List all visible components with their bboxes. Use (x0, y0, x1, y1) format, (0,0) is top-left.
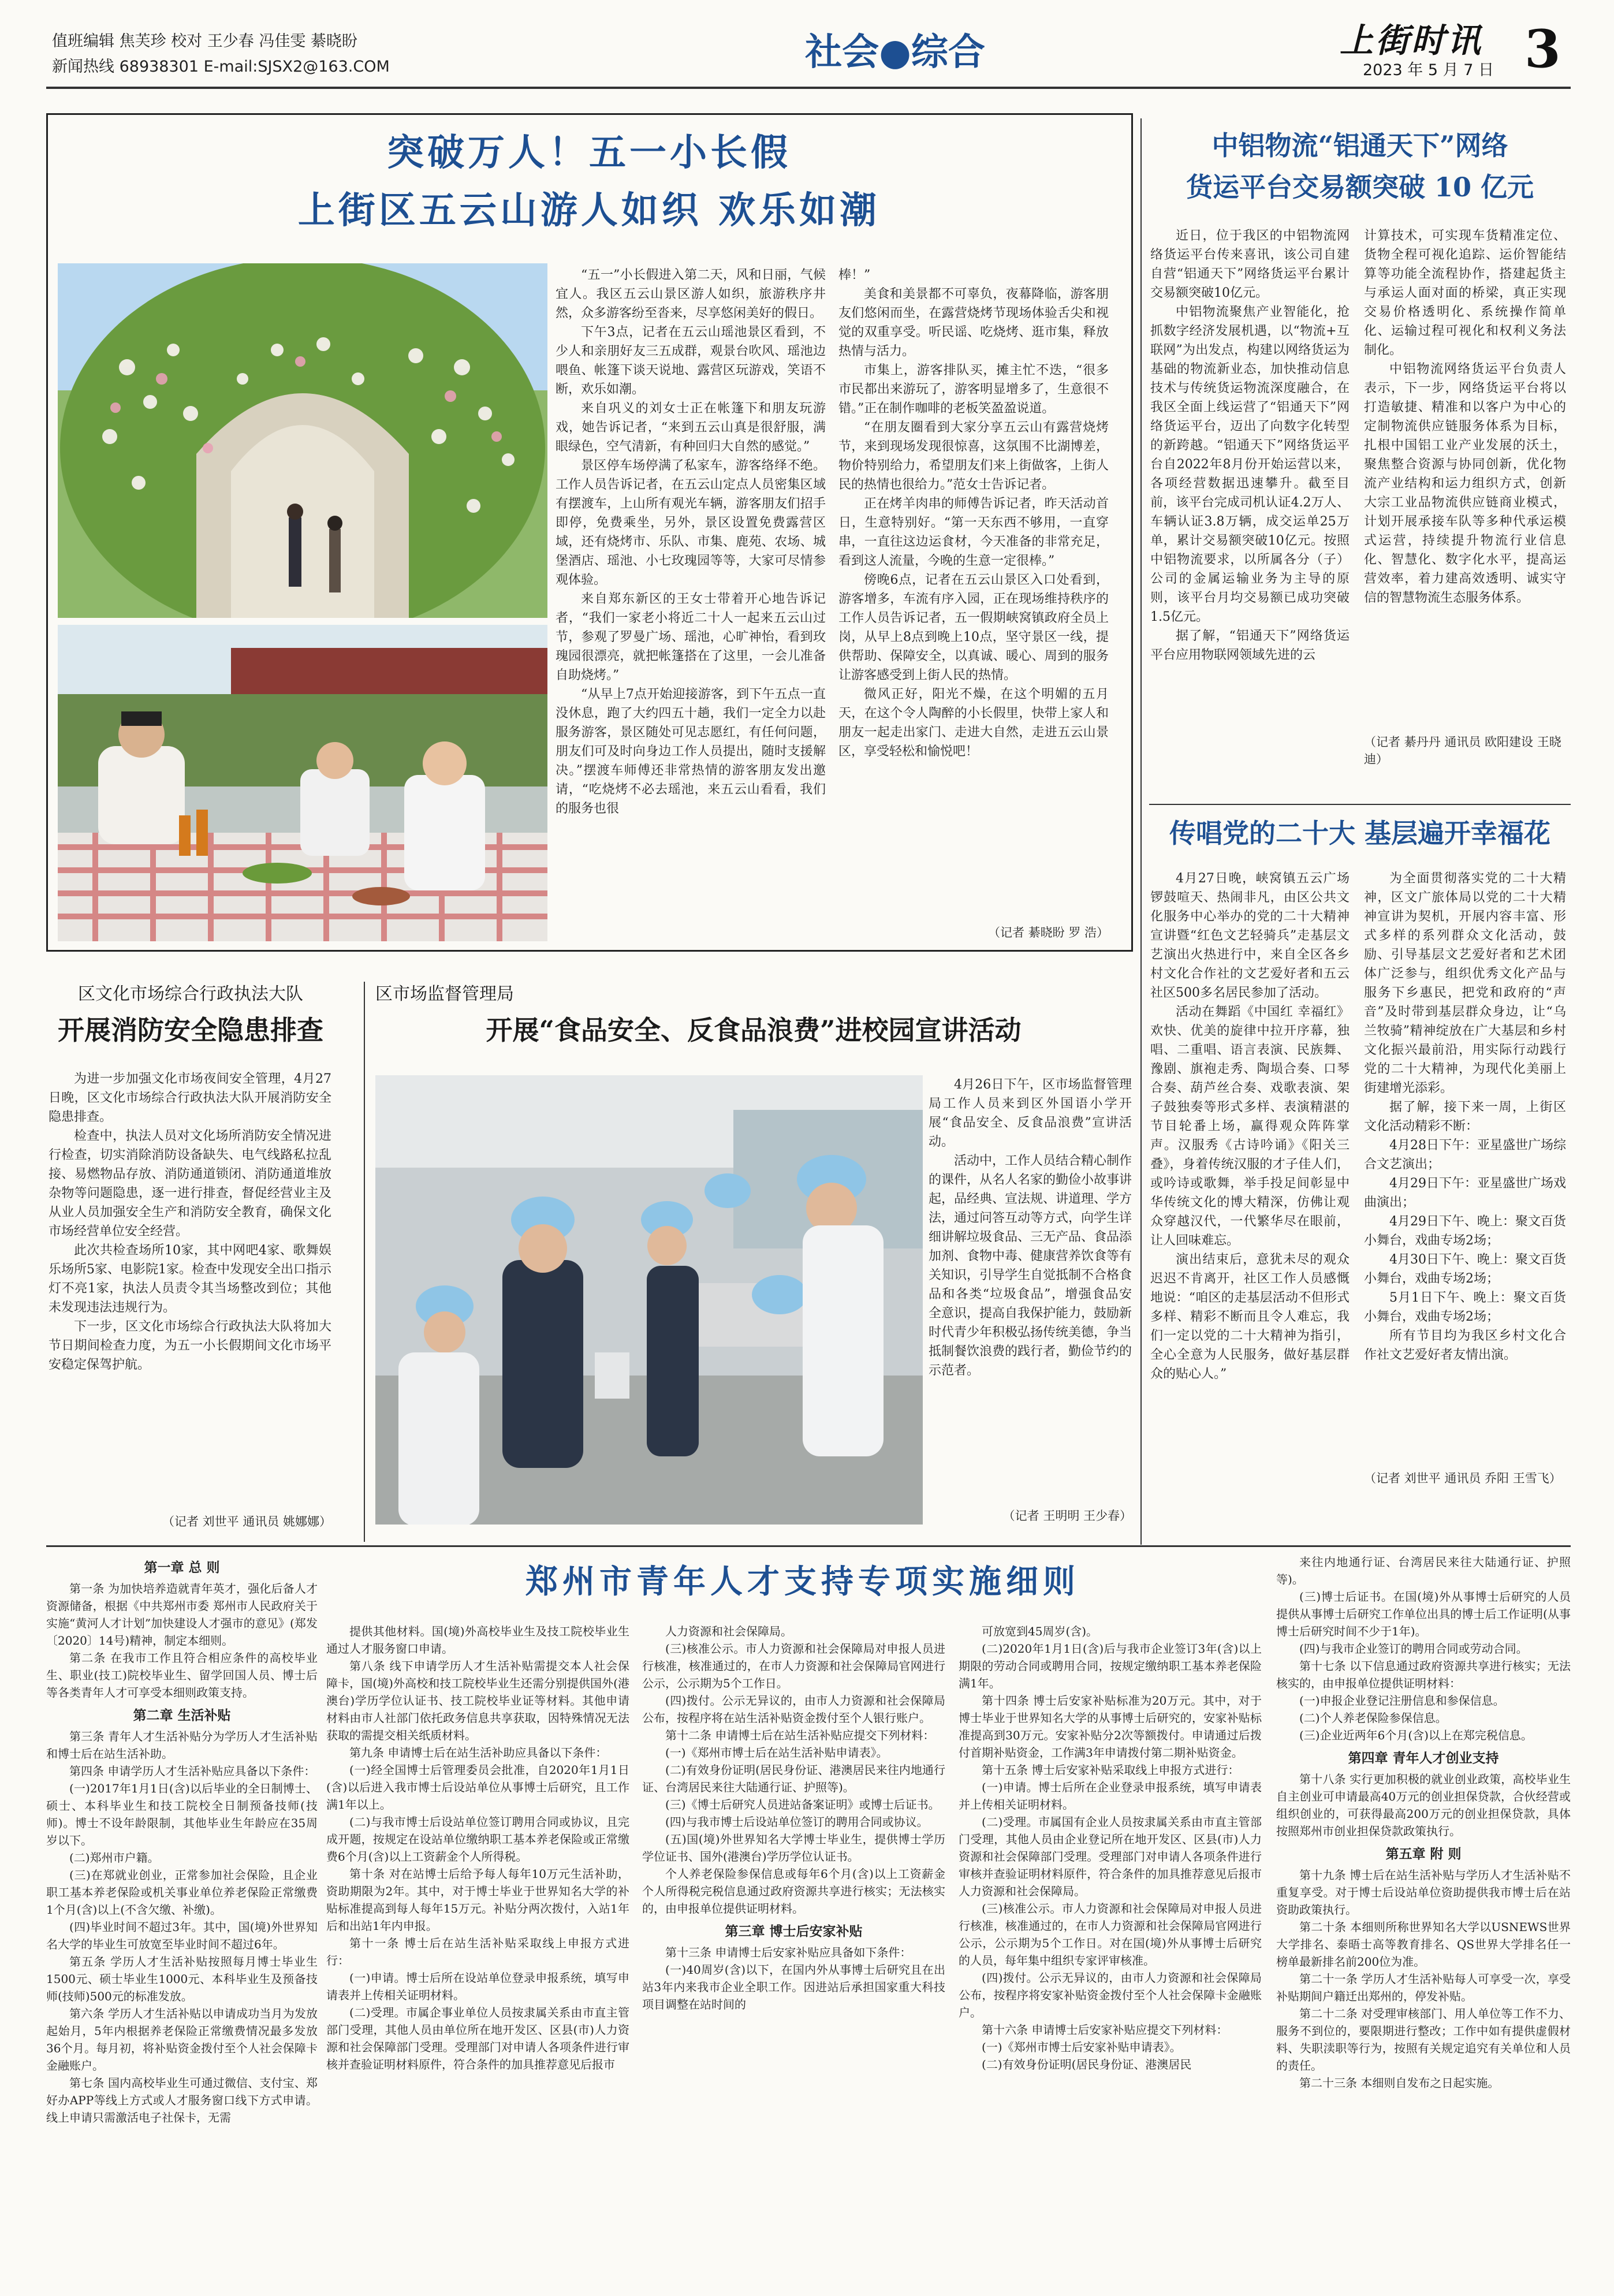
party-title: 传唱党的二十大 基层遍开幸福花 (1169, 818, 1550, 849)
party-text-column-1 (1150, 869, 1350, 1522)
zhengzhou-column-5 (1276, 1553, 1571, 2293)
article-paragraph: (二)受理。市属国有企业人员按隶属关系由市直主管部门受理，其他人员由企业登记所在地开发区、区县(市)人力资源和社会保障部门受理。受理部门对申请人各项条件进行审核并查验证明材料原件，符合条件的加具推荐意见后报市人力资源和社会保障局。 (959, 1815, 1262, 1898)
article-paragraph: (四)拨付。公示无异议的，由市人力资源和社会保障局公布，按程序将在站生活补贴资金拨付至个人银行账户。 (642, 1694, 945, 1725)
party-paragraph: 4月27日晚，峡窝镇五云广场锣鼓喧天、热闹非凡，由区公共文化服务中心举办的党的二十大精神宣讲暨“红色文艺轻骑兵”走基层文艺演出火热进行中，来自全区各乡村文化合作社的文艺爱好者和五云社区500多名居民参加了活动。 (1150, 871, 1350, 1000)
article-paragraph: (一)40周岁(含)以下，在国内外从事博士后研究且在出站3年内来我市企业全职工作。因进站后承担国家重大科技项目调整在站时间的 (642, 1963, 945, 2011)
lead-col2-paragraph: 棒！” (838, 268, 871, 282)
party-paragraph: 为全面贯彻落实党的二十大精神，区文广旅体局以党的二十大精神宣讲为契机，开展内容丰富、形式多样的系列群众文化活动，鼓励、引导基层文艺爱好者和艺术团体广泛参与，组织优秀文化产品与服务下乡惠民，把党和政府的“声音”及时带到基层群众身边，让“乌兰牧骑”精神绽放在广大基层和乡村文化振兴最前沿，用实际行动践行党的二十大精神，为现代化美丽上街建增光添彩。 (1364, 871, 1566, 1095)
article-paragraph: 个人养老保险参保信息或每年6个月(含)以上工资薪金个人所得税完税信息通过政府资源共享进行核实；无法核实的，由申报单位提供证明材料。 (642, 1867, 945, 1915)
section-title: 社会●综合 (805, 31, 985, 74)
chapter-heading: 第三章 博士后安家补贴 (725, 1924, 863, 1939)
school-food-safety-photo (375, 1075, 923, 1525)
lead-title-line1: 突破万人！五一小长假 (387, 131, 791, 174)
lead-col2-paragraph: 微风正好，阳光不燥，在这个明媚的五月天，在这个令人陶醉的小长假里，快带上家人和朋友一起走出家门、走进大自然，走进五云山景区，享受轻松和愉悦吧！ (838, 687, 1109, 759)
lead-col2-paragraph: “在朋友圈看到大家分享五云山有露营烧烤节，来到现场发现很惊喜，这氛围不比湖博差，物价特别给力，希望朋友们来上街做客，上街人民的热情也很给力。”范女士告诉记者。 (838, 420, 1109, 492)
article-paragraph: 第十五条 博士后安家补贴采取线上申报方式进行： (982, 1763, 1240, 1777)
article-paragraph: (一)《郑州市博士后在站生活补贴申请表》。 (665, 1746, 888, 1760)
article-paragraph: (二)与我市博士后设站单位签订聘用合同或协议，且完成开题，按规定在设站单位缴纳职工基本养老保险或正常缴费6个月(含)以上工资薪金个人所得税。 (326, 1815, 629, 1863)
issue-date: 2023 年 5 月 7 日 (1363, 61, 1494, 79)
lead-col1-paragraph: “五一”小长假进入第二天，风和日丽，气候宜人。我区五云山景区游人如织，旅游秩序井然，众多游客纷至沓来，尽享悠闲美好的假日。 (556, 268, 826, 320)
aluminum-paragraph: 计算技术，可实现车货精准定位、货物全程可视化追踪、运价智能结算等功能全流程协作，搭建起货主与承运人面对面的桥梁，真正实现交易价格透明化、系统操作简单化、运输过程可视化和权利义务法制化。 (1364, 229, 1566, 357)
aluminum-paragraph: 中铝物流网络货运平台负责人表示，下一步，网络货运平台将以打造敏捷、精准和以客户为中心的定制物流供应链服务体系为目标，扎根中国铝工业产业发展的沃土，聚焦整合资源与协同创新，优化物流产业结构和运力组织方式，创新大宗工业品物流供应链商业模式，计划开展承接车队等多种代承运模式运营，持续提升物流行业信息化、智慧化、数字化水平，提高运营效率，着力建高效透明、诚实守信的智慧物流生态服务体系。 (1364, 362, 1566, 605)
aluminum-title-line2: 货运平台交易额突破 10 亿元 (1186, 172, 1534, 203)
lead-col1-paragraph: 来自巩义的刘女士正在帐篷下和朋友玩游戏，她告诉记者，“来到五云山真是很舒服，满眼绿色，空气清新，有种回归大自然的感觉。” (556, 401, 826, 454)
article-paragraph: 第一条 为加快培养造就青年英才，强化后备人才资源储备，根据《中共郑州市委 郑州市人民政府关于实施“黄河人才计划”加快建设人才强市的意见》(郑发〔2020〕14号)精神，制定本细则。 (46, 1582, 318, 1648)
party-paragraph: 据了解，接下来一周，上街区文化活动精彩不断： (1364, 1100, 1566, 1134)
culture-paragraph: 为进一步加强文化市场夜间安全管理，4月27日晚，区文化市场综合行政执法大队开展消防安全隐患排查。 (49, 1072, 331, 1124)
article-paragraph: (四)毕业时间不超过3年。其中，国(境)外世界知名大学的毕业生可放宽至毕业时间不超过6年。 (46, 1920, 318, 1951)
chapter-heading: 第五章 附 则 (1385, 1847, 1462, 1862)
lead-byline: （记者 綦晓盼 罗 浩） (987, 926, 1109, 940)
article-paragraph: (一)经全国博士后管理委员会批准，自2020年1月1日(含)以后进入我市博士后设站单位从事博士后研究，且工作满1年以上。 (326, 1763, 629, 1812)
article-paragraph: 第十一条 博士后在站生活补贴采取线上申报方式进行： (326, 1936, 629, 1967)
article-paragraph: (二)个人养老保险参保信息。 (1299, 1711, 1447, 1725)
article-paragraph: 第五条 学历人才生活补贴按照每月博士毕业生1500元、硕士毕业生1000元、本科毕业生及预备技师(技师)500元的标准发放。 (46, 1955, 318, 2003)
article-paragraph: (四)与我市企业签订的聘用合同或劳动合同。 (1299, 1642, 1528, 1656)
article-paragraph: 第十条 对在站博士后给予每人每年10万元生活补助，资助期限为2年。其中，对于博士毕业于世界知名大学的补贴标准提高到每人每年15万元。补贴分两次拨付，入站1年后和出站1年内申报。 (326, 1867, 629, 1933)
article-paragraph: 人力资源和社会保障局。 (665, 1624, 792, 1638)
lead-title-line2: 上街区五云山游人如织 欢乐如潮 (297, 189, 881, 232)
column-divider (1140, 118, 1142, 1545)
aluminum-paragraph: 近日，位于我区的中铝物流网络货运平台传来喜讯，该公司自建自营“铝通天下”网络货运平台累计交易额突破10亿元。 (1150, 229, 1350, 300)
article-paragraph: 第十六条 申请博士后安家补贴应提交下列材料： (982, 2023, 1228, 2037)
zhengzhou-column-1 (46, 1553, 318, 2293)
food-paragraph: 活动中，工作人员结合精心制作的课件，从名人名家的勤俭小故事讲起，品经典、宣法规、讲道理、学方法，通过问答互动等方式，向学生详细讲解垃圾食品、三无产品、食品添加剂、食物中毒、健康营养饮食等有关知识，引导学生自觉抵制不合格食品和各类“垃圾食品”，增强食品安全意识，提高自我保护能力，鼓励新时代青少年积极弘扬传统美德，争当抵制餐饮浪费的践行者，勤俭节约的示范者。 (929, 1154, 1132, 1378)
article-paragraph: 可放宽到45周岁(含)。 (982, 1624, 1098, 1638)
lead-col2-paragraph: 傍晚6点，记者在五云山景区入口处看到，游客增多，车流有序入园，正在现场维持秩序的工作人员告诉记者，五一假期峡窝镇政府全员上岗，从早上8点到晚上10点，坚守景区一线，提供帮助、保障安全，以真诚、暖心、周到的服务让游客感受到上街人民的热情。 (838, 573, 1109, 683)
zhengzhou-title: 郑州市青年人才支持专项实施细则 (525, 1563, 1080, 1601)
article-paragraph: 第三条 青年人才生活补贴分为学历人才生活补贴和博士后在站生活补助。 (46, 1730, 318, 1761)
culture-byline: （记者 刘世平 通讯员 姚娜娜） (162, 1515, 331, 1529)
chapter-heading: 第二章 生活补贴 (133, 1708, 231, 1723)
party-paragraph: 4月29日下午、晚上：聚文百货小舞台，戏曲专场2场； (1364, 1214, 1566, 1248)
food-paragraph: 4月26日下午，区市场监督管理局工作人员来到区外国语小学开展“食品安全、反食品浪费”宣讲活动。 (929, 1078, 1132, 1149)
lead-text-column-1 (556, 266, 826, 924)
food-text (929, 1075, 1132, 1491)
page-number: 3 (1524, 18, 1561, 80)
article-paragraph: (三)博士后证书。在国(境)外从事博士后研究的人员提供从事博士后研究工作单位出具的博士后工作证明(从事博士后研究时间不少于1年)。 (1276, 1590, 1571, 1638)
lead-text-column-2 (838, 266, 1109, 924)
article-paragraph: (三)核准公示。市人力资源和社会保障局对申报人员进行核准，核准通过的，在市人力资源和社会保障局官网进行公示，公示期为5个工作日。 (642, 1642, 945, 1690)
article-paragraph: (一)申请。博士后所在企业登录申报系统，填写申请表并上传相关证明材料。 (959, 1780, 1262, 1812)
article-paragraph: (三)企业近两年6个月(含)以上在郑完税信息。 (1299, 1728, 1533, 1742)
article-paragraph: 第十三条 申请博士后安家补贴应具备如下条件： (665, 1945, 912, 1959)
column-divider (364, 982, 365, 1542)
article-paragraph: (二)有效身份证明(居民身份证、港澳居民来往内地通行证、台湾居民来往大陆通行证、护照等)。 (642, 1763, 945, 1794)
aluminum-text-column-1 (1150, 226, 1350, 798)
family-picnic-photo (58, 625, 547, 941)
staff-line: 值班编辑 焦芙珍 校对 王少春 冯佳雯 綦晓盼 (52, 32, 357, 50)
article-paragraph: (一)申报企业登记注册信息和参保信息。 (1299, 1694, 1505, 1708)
aluminum-byline: （记者 綦丹丹 通讯员 欧阳建设 王晓迪） (1364, 735, 1561, 766)
news-hotline: 新闻热线 68938301 E-mail:SJSX2@163.COM (52, 58, 390, 76)
culture-title: 开展消防安全隐患排查 (58, 1015, 323, 1046)
article-paragraph: 第九条 申请博士后在站生活补助应具备以下条件： (349, 1746, 607, 1760)
lead-col1-paragraph: “从早上7点开始迎接游客，到下午五点一直没休息，跑了大约四五十趟，我们一定全力以赴服务游客，景区随处可见志愿红，有任何问题，朋友们可及时向身边工作人员提出，随时支援解决。”摆渡车师傅还非常热情的游客朋友发出邀请，“吃烧烤不必去瑶池，来五云山看看，我们的服务也很 (556, 687, 826, 816)
rose-arch-photo (58, 263, 547, 618)
lead-col2-paragraph: 市集上，游客排队买，摊主忙不迭，“很多市民都出来游玩了，游客明显增多了，生意很不错。”正在制作咖啡的老板笑盈盈说道。 (838, 363, 1109, 416)
article-paragraph: (一)申请。博士后所在设站单位登录申报系统，填写申请表并上传相关证明材料。 (326, 1971, 629, 2002)
paper-masthead: 上街时讯 (1340, 21, 1483, 60)
article-paragraph: (三)核准公示。市人力资源和社会保障局对申报人员进行核准，核准通过的，在市人力资源和社会保障局官网进行公示，公示期为5个工作日。对在国(境)外从事博士后研究的人员，每年集中组织专家评审核准。 (959, 1902, 1262, 1967)
article-paragraph: (三)在郑就业创业，正常参加社会保险，且企业职工基本养老保险或机关事业单位养老保险正常缴费1个月(含)以上(不含欠缴、补缴)。 (46, 1868, 318, 1917)
lead-col1-paragraph: 下午3点，记者在五云山瑶池景区看到，不少人和亲朋好友三五成群，观景台吹风、瑶池边喂鱼、帐篷下谈天说地、露营区玩游戏，笑语不断，欢乐如潮。 (556, 325, 826, 397)
article-paragraph: (四)拨付。公示无异议的，由市人力资源和社会保障局公布，按程序将安家补贴资金拨付至个人社会保障卡金融账户。 (959, 1971, 1262, 2019)
article-paragraph: 第二十条 本细则所称世界知名大学以USNEWS世界大学排名、泰晤士高等教育排名、QS世界大学排名任一榜单最新排名前200位为准。 (1276, 1920, 1571, 1969)
aluminum-paragraph: 中铝物流聚焦产业智能化，抢抓数字经济发展机遇，以“物流+互联网”为出发点，构建以网络货运为基础的物流新业态，加快推动信息技术与传统货运物流深度融合，在我区全面上线运营了“铝通天下”网络货运平台，迈出了向数字化转型的新跨越。“铝通天下”网络货运平台自2022年8月份开始运营以来，各项经营数据迅速攀升。截至目前，该平台完成司机认证4.2万人、车辆认证3.8万辆，成交运单25万单，累计交易额突破10亿元。按照中铝物流要求，以所属各分（子）公司的金属运输业务为主导的原则，该平台月均交易额已成功突破1.5亿元。 (1150, 305, 1350, 624)
article-paragraph: (二)有效身份证明(居民身份证、港澳居民 (982, 2058, 1192, 2071)
party-paragraph: 4月29日下午：亚星盛世广场戏曲演出； (1364, 1176, 1566, 1210)
article-paragraph: (一)2017年1月1日(含)以后毕业的全日制博士、硕士、本科毕业生和技工院校全日制预备技师(技师)。博士不设年龄限制，其他毕业生年龄应在35周岁以下。 (46, 1781, 318, 1847)
culture-kicker: 区文化市场综合行政执法大队 (78, 984, 303, 1004)
article-paragraph: 第十四条 博士后安家补贴标准为20万元。其中，对于博士毕业于世界知名大学的从事博士后研究的，安家补贴标准提高到30万元。安家补贴分2次等额拨付。申请通过后拨付首期补贴资金，工作满3年申请拨付第二期补贴资金。 (959, 1694, 1262, 1760)
culture-paragraph: 检查中，执法人员对文化场所消防安全情况进行检查，切实消除消防设备缺失、电气线路私拉乱接、易燃物品存放、消防通道锁闭、消防通道堆放杂物等问题隐患，逐一进行排查，督促经营业主及从业人员加强安全生产和消防安全教育，确保文化市场经营单位安全经营。 (49, 1129, 331, 1239)
aluminum-title-line1: 中铝物流“铝通天下”网络 (1212, 130, 1508, 161)
food-title: 开展“食品安全、反食品浪费”进校园宣讲活动 (486, 1015, 1022, 1046)
article-paragraph: 第十二条 申请博士后在站生活补贴应提交下列材料： (665, 1728, 935, 1742)
party-byline: （记者 刘世平 通讯员 乔阳 王雪飞） (1364, 1471, 1561, 1485)
aluminum-text-column-2 (1364, 226, 1566, 729)
chapter-heading: 第一章 总 则 (144, 1560, 220, 1575)
chapter-heading: 第四章 青年人才创业支持 (1348, 1751, 1499, 1766)
culture-paragraph: 下一步，区文化市场综合行政执法大队将加大节日期间检查力度，为五一小长假期间文化市场平安稳定保驾护航。 (49, 1320, 331, 1372)
header-rule (46, 87, 1571, 89)
party-paragraph: 4月28日下午：亚星盛世广场综合文艺演出； (1364, 1138, 1566, 1172)
food-byline: （记者 王明明 王少春） (1002, 1509, 1132, 1523)
article-paragraph: 第二十三条 本细则自发布之日起实施。 (1299, 2076, 1500, 2090)
lead-col1-paragraph: 景区停车场停满了私家车，游客络绎不绝。工作人员告诉记者，在五云山定点人员密集区域有摆渡车，上山所有观光车辆，游客朋友们招手即停，免费乘坐，另外，景区设置免费露营区域，还有烧烤市、乐队、市集、鹿苑、农场、城堡酒店、瑶池、小七玫瑰园等等，大家可尽情参观体验。 (556, 459, 826, 587)
article-paragraph: 第二条 在我市工作且符合相应条件的高校毕业生、职业(技工)院校毕业生、留学回国人员、博士后等各类青年人才可享受本细则政策支持。 (46, 1651, 318, 1699)
party-paragraph: 活动在舞蹈《中国红 幸福红》欢快、优美的旋律中拉开序幕，独唱、二重唱、语言表演、民族舞、豫剧、旗袍走秀、陶埙合奏、口琴合奏、葫芦丝合奏、戏歌表演、架子鼓独奏等形式多样、表演精湛的节目轮番上场，赢得观众阵阵掌声。汉服秀《古诗吟诵》《阳关三叠》，身着传统汉服的才子佳人们，或吟诗或歌舞，举手投足间彰显中华传统文化的博大精深，仿佛让观众穿越汉代，一代繁华尽在眼前，让人回味难忘。 (1150, 1005, 1350, 1248)
lead-col2-paragraph: 正在烤羊肉串的师傅告诉记者，昨天活动首日，生意特别好。“第一天东西不够用，一直穿串，一直往这边运食材，今天准备的非常充足，看到这人流量，今晚的生意一定很棒。” (838, 497, 1109, 568)
article-paragraph: 第十九条 博士后在站生活补贴与学历人才生活补贴不重复享受。对于博士后设站单位资助提供我市博士后在站资助政策执行。 (1276, 1868, 1571, 1917)
article-paragraph: (五)国(境)外世界知名大学博士毕业生，提供博士学历学位证书、国外(港澳台)学历学位认证书。 (642, 1832, 945, 1863)
aluminum-divider (1149, 804, 1571, 805)
article-paragraph: (二)2020年1月1日(含)后与我市企业签订3年(含)以上期限的劳动合同或聘用合同，按规定缴纳职工基本养老保险满1年。 (959, 1642, 1262, 1690)
lead-col2-paragraph: 美食和美景都不可辜负，夜幕降临，游客朋友们悠闲而坐，在露营烧烤节现场体验舌尖和视觉的双重享受。听民谣、吃烧烤、逛市集，释放热情与活力。 (838, 287, 1109, 359)
section-divider (46, 1545, 1571, 1547)
article-paragraph: (二)受理。市属企事业单位人员按隶属关系由市直主管部门受理，其他人员由单位所在地开发区、区县(市)人力资源和社会保障部门受理。受理部门对申请人各项条件进行审核并查验证明材料原件，符合条件的加具推荐意见后报市 (326, 2006, 629, 2071)
article-paragraph: 来往内地通行证、台湾居民来往大陆通行证、护照等)。 (1276, 1555, 1571, 1586)
article-paragraph: 第八条 线下申请学历人才生活补贴需提交本人社会保障卡，国(境)外高校和技工院校毕业生还需分别提供国外(港澳台)学历学位认证书、技工院校毕业证等材料。其他申请材料由市人社部门依托政务信息共享获取，因特殊情况无法获取的需提交相关纸质材料。 (326, 1659, 629, 1742)
article-paragraph: 第十八条 实行更加积极的就业创业政策，高校毕业生自主创业可申请最高40万元的创业担保贷款，合伙经营或组织创业的，可获得最高200万元的创业担保贷款，具体按照郑州市创业担保贷款政策执行。 (1276, 1772, 1571, 1838)
article-paragraph: (三)《博士后研究人员进站备案证明》或博士后证书。 (665, 1798, 940, 1812)
party-paragraph: 5月1日下午、晚上：聚文百货小舞台，戏曲专场2场； (1364, 1291, 1566, 1324)
zhengzhou-column-3 (642, 1623, 945, 2293)
party-paragraph: 所有节目均为我区乡村文化合作社文艺爱好者友情出演。 (1364, 1329, 1566, 1362)
article-paragraph: (四)与我市博士后设站单位签订的聘用合同或协议。 (665, 1815, 929, 1829)
zhengzhou-column-2 (326, 1623, 629, 2293)
article-paragraph: 第六条 学历人才生活补贴以申请成功当月为发放起始月，5年内根据养老保险正常缴费情况最多发放36个月。每月初，将补贴资金拨付至个人社会保障卡金融账户。 (46, 2007, 318, 2073)
party-paragraph: 演出结束后，意犹未尽的观众迟迟不肯离开，社区工作人员感慨地说：“咱区的走基层活动不但形式多样、精彩不断而且令人难忘，我们一定以党的二十大精神为指引，全心全意为人民服务，做好基层群众的贴心人。” (1150, 1253, 1350, 1381)
article-paragraph: 第二十一条 学历人才生活补贴每人可享受一次，享受补贴期间户籍迁出郑州的，停发补贴。 (1276, 1972, 1571, 2003)
article-paragraph: 第二十二条 对受理审核部门、用人单位等工作不力、服务不到位的，要限期进行整改；工作中如有提供虚假材料、失职渎职等行为，按照有关规定追究有关单位和人员的责任。 (1276, 2007, 1571, 2073)
culture-paragraph: 此次共检查场所10家，其中网吧4家、歌舞娱乐场所5家、电影院1家。检查中发现安全出口指示灯不亮1家，执法人员责令其当场整改到位；其他未发现违法违规行为。 (49, 1243, 331, 1315)
article-paragraph: (二)郑州市户籍。 (69, 1851, 159, 1865)
article-paragraph: 第七条 国内高校毕业生可通过微信、支付宝、郑好办APP等线上方式或人才服务窗口线下方式申请。线上申请只需激活电子社保卡，无需 (46, 2076, 318, 2124)
zhengzhou-column-4 (959, 1623, 1262, 2293)
article-paragraph: 第十七条 以下信息通过政府资源共享进行核实；无法核实的，由申报单位提供证明材料： (1276, 1659, 1571, 1690)
party-paragraph: 4月30日下午、晚上：聚文百货小舞台，戏曲专场2场； (1364, 1253, 1566, 1286)
article-paragraph: (一)《郑州市博士后安家补贴申请表》。 (982, 2040, 1181, 2054)
article-paragraph: 第四条 申请学历人才生活补贴应具备以下条件： (69, 1764, 316, 1778)
aluminum-paragraph: 据了解，“铝通天下”网络货运平台应用物联网领域先进的云 (1150, 629, 1350, 662)
food-kicker: 区市场监督管理局 (375, 984, 514, 1004)
article-paragraph: 提供其他材料。国(境)外高校毕业生及技工院校毕业生通过人才服务窗口申请。 (326, 1624, 629, 1656)
party-text-column-2 (1364, 869, 1566, 1464)
lead-col1-paragraph: 来自郑东新区的王女士带着开心地告诉记者，“我们一家老小将近二十人一起来五云山过节，参观了罗曼广场、瑶池，心旷神怡，看到玫瑰园很漂亮，就把帐篷搭在了这里，一会儿准备自助烧烤。” (556, 592, 826, 683)
culture-text (49, 1069, 331, 1543)
